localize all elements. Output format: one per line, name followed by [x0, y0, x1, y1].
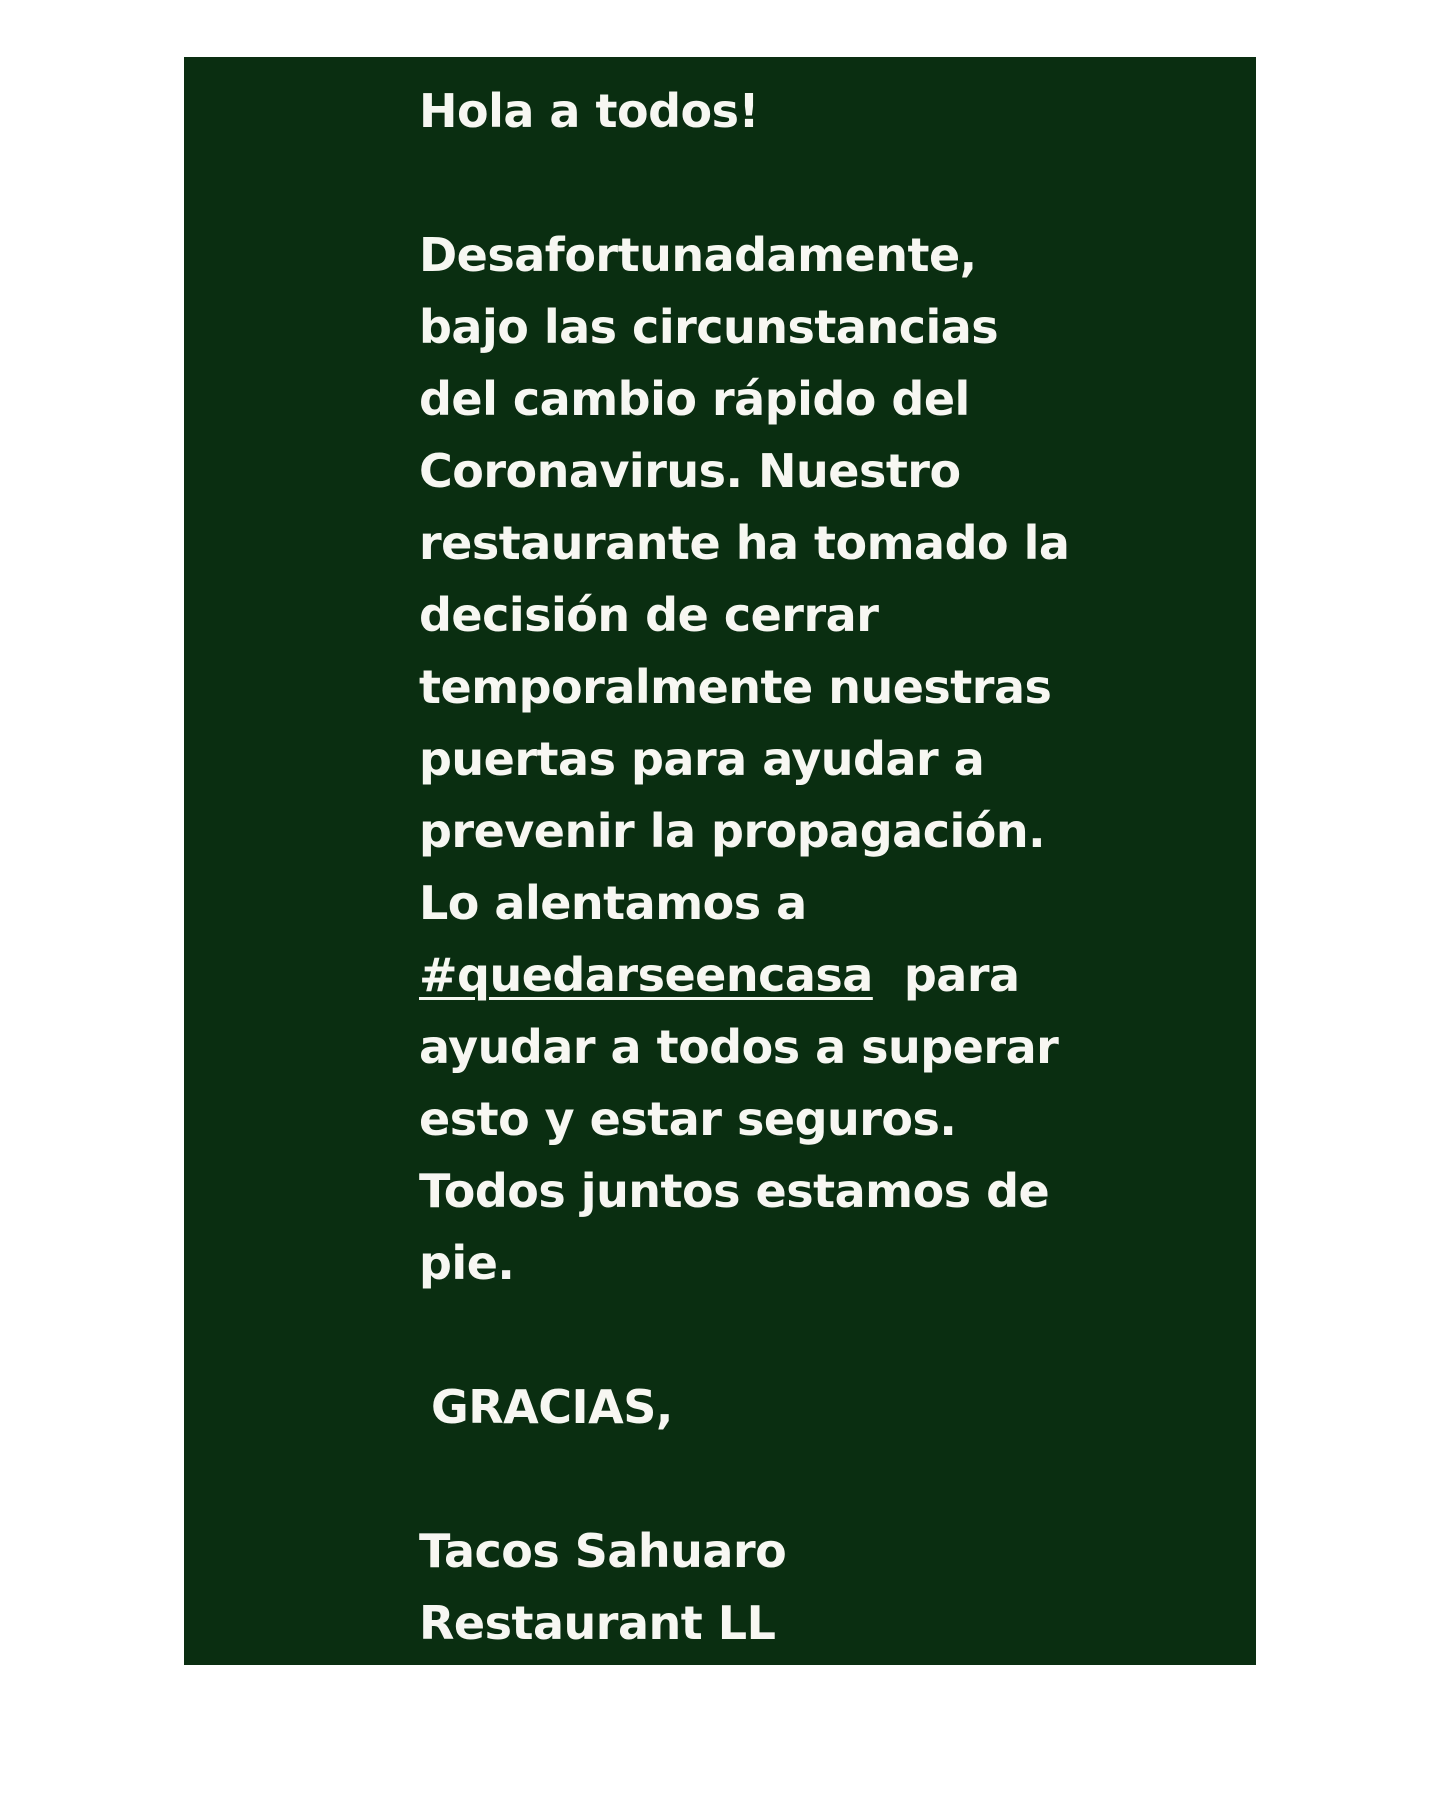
signature-line: Restaurant LL: [419, 1596, 776, 1650]
body-line: prevenir la propagación.: [419, 804, 1046, 858]
body-line: Lo alentamos a: [419, 876, 807, 930]
closing-line: pie.: [419, 1236, 515, 1290]
closing-line: ayudar a todos a superar: [419, 1020, 1059, 1074]
body-line: restaurante ha tomado la: [419, 516, 1070, 570]
body-line: del cambio rápido del: [419, 372, 970, 426]
spacer: [419, 1299, 1239, 1371]
closing-line: esto y estar seguros.: [419, 1092, 957, 1146]
hashtag-suffix: para: [903, 948, 1020, 1002]
body-line: puertas para ayudar a: [419, 732, 985, 786]
body-line: bajo las circunstancias: [419, 300, 999, 354]
announcement-text: [419, 75, 1239, 1659]
thanks-line: GRACIAS,: [431, 1380, 673, 1434]
spacer: [419, 147, 1239, 219]
hashtag-link[interactable]: #quedarseencasa: [419, 948, 873, 1002]
body-line: temporalmente nuestras: [419, 660, 1052, 714]
body-line: decisión de cerrar: [419, 588, 879, 642]
signature-line: Tacos Sahuaro: [419, 1524, 787, 1578]
body-line: Coronavirus. Nuestro: [419, 444, 961, 498]
announcement-card: [184, 57, 1256, 1665]
spacer: [419, 1443, 1239, 1515]
body-line: Desafortunadamente,: [419, 228, 977, 282]
greeting: Hola a todos!: [419, 84, 759, 138]
hashtag-line: [419, 939, 1239, 1011]
closing-line: Todos juntos estamos de: [419, 1164, 1050, 1218]
